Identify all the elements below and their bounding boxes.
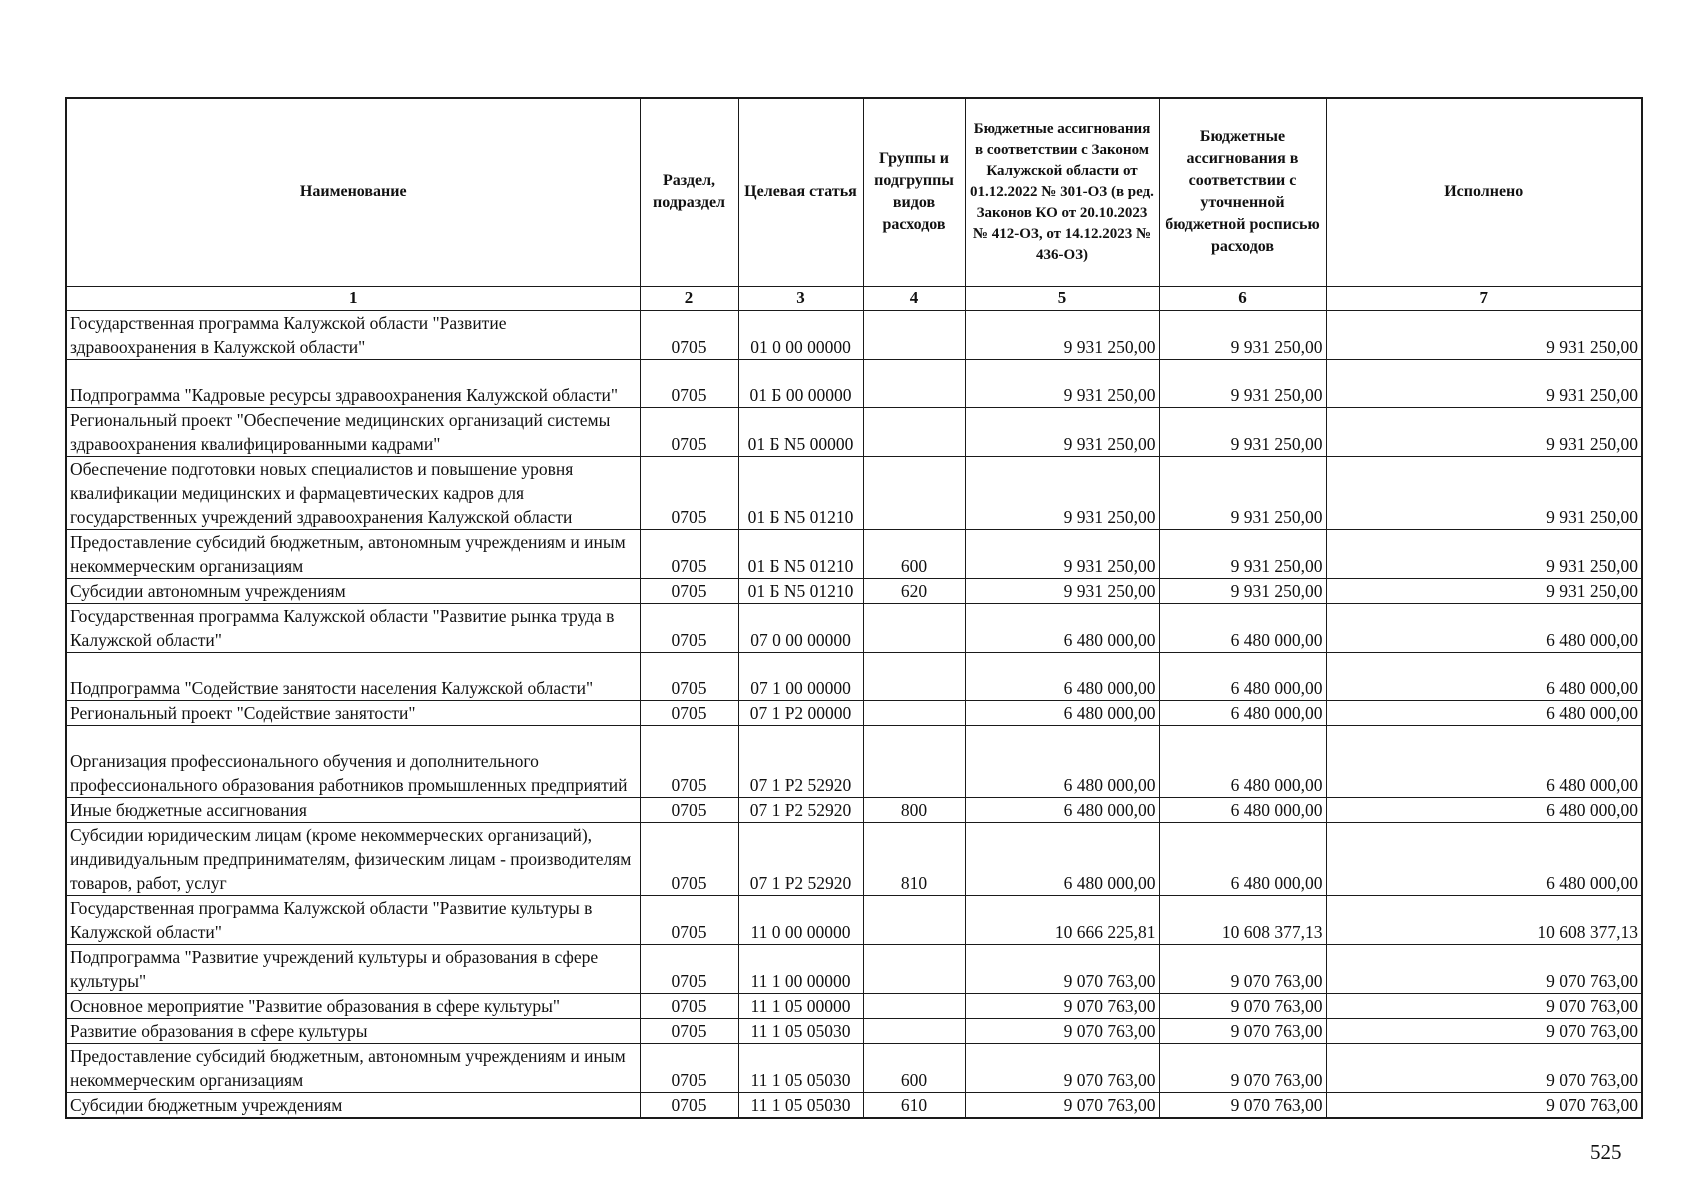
row-expense-group bbox=[863, 456, 965, 529]
row-roster-allocation: 9 070 763,00 bbox=[1159, 1018, 1326, 1043]
row-section: 0705 bbox=[640, 359, 738, 407]
header-roster-allocation: Бюджетные ассигнования в соответствии с уточненной бюджетной росписью расходов bbox=[1159, 98, 1326, 286]
row-name: Основное мероприятие "Развитие образования в сфере культуры" bbox=[66, 993, 640, 1018]
row-law-allocation: 9 931 250,00 bbox=[965, 456, 1159, 529]
row-roster-allocation: 6 480 000,00 bbox=[1159, 725, 1326, 797]
row-roster-allocation: 9 931 250,00 bbox=[1159, 578, 1326, 603]
row-executed: 9 931 250,00 bbox=[1326, 456, 1642, 529]
row-roster-allocation: 9 070 763,00 bbox=[1159, 1092, 1326, 1118]
row-executed: 9 931 250,00 bbox=[1326, 578, 1642, 603]
table-row bbox=[66, 895, 1642, 944]
row-expense-group bbox=[863, 944, 965, 993]
row-name: Региональный проект "Обеспечение медицинских организаций системы здравоохранения квалифицированными кадрами" bbox=[66, 407, 640, 456]
row-name: Государственная программа Калужской области "Развитие здравоохранения в Калужской области" bbox=[66, 310, 640, 359]
row-roster-allocation: 10 608 377,13 bbox=[1159, 895, 1326, 944]
row-law-allocation: 6 480 000,00 bbox=[965, 652, 1159, 700]
row-executed: 9 070 763,00 bbox=[1326, 1092, 1642, 1118]
row-section: 0705 bbox=[640, 700, 738, 725]
row-expense-group bbox=[863, 359, 965, 407]
row-section: 0705 bbox=[640, 1092, 738, 1118]
row-article: 11 1 05 05030 bbox=[738, 1092, 863, 1118]
row-article: 01 Б N5 00000 bbox=[738, 407, 863, 456]
column-number: 1 bbox=[66, 286, 640, 310]
row-article: 11 0 00 00000 bbox=[738, 895, 863, 944]
row-roster-allocation: 9 070 763,00 bbox=[1159, 944, 1326, 993]
row-article: 01 0 00 00000 bbox=[738, 310, 863, 359]
row-law-allocation: 9 070 763,00 bbox=[965, 1043, 1159, 1092]
table-row bbox=[66, 1092, 1642, 1118]
row-section: 0705 bbox=[640, 993, 738, 1018]
budget-table bbox=[65, 97, 1643, 1119]
row-name: Субсидии автономным учреждениям bbox=[66, 578, 640, 603]
table-row bbox=[66, 603, 1642, 652]
row-executed: 9 931 250,00 bbox=[1326, 407, 1642, 456]
row-article: 07 0 00 00000 bbox=[738, 603, 863, 652]
header-executed: Исполнено bbox=[1326, 98, 1642, 286]
row-expense-group: 810 bbox=[863, 822, 965, 895]
row-name: Организация профессионального обучения и дополнительного профессионального образования работников промышленных предприятий bbox=[66, 725, 640, 797]
table-row bbox=[66, 1043, 1642, 1092]
row-roster-allocation: 6 480 000,00 bbox=[1159, 822, 1326, 895]
row-name: Развитие образования в сфере культуры bbox=[66, 1018, 640, 1043]
row-executed: 9 931 250,00 bbox=[1326, 529, 1642, 578]
row-section: 0705 bbox=[640, 1043, 738, 1092]
row-law-allocation: 6 480 000,00 bbox=[965, 725, 1159, 797]
row-roster-allocation: 6 480 000,00 bbox=[1159, 700, 1326, 725]
row-expense-group bbox=[863, 700, 965, 725]
row-executed: 6 480 000,00 bbox=[1326, 797, 1642, 822]
row-executed: 6 480 000,00 bbox=[1326, 822, 1642, 895]
page-number: 525 bbox=[1590, 1140, 1622, 1164]
row-article: 07 1 P2 52920 bbox=[738, 725, 863, 797]
header-name: Наименование bbox=[66, 98, 640, 286]
table-row bbox=[66, 456, 1642, 529]
row-article: 01 Б N5 01210 bbox=[738, 578, 863, 603]
row-roster-allocation: 9 931 250,00 bbox=[1159, 456, 1326, 529]
table-row bbox=[66, 993, 1642, 1018]
row-executed: 9 070 763,00 bbox=[1326, 1043, 1642, 1092]
row-expense-group bbox=[863, 1018, 965, 1043]
row-expense-group: 610 bbox=[863, 1092, 965, 1118]
row-section: 0705 bbox=[640, 822, 738, 895]
table-row bbox=[66, 359, 1642, 407]
row-article: 11 1 05 05030 bbox=[738, 1018, 863, 1043]
row-name: Государственная программа Калужской области "Развитие культуры в Калужской области" bbox=[66, 895, 640, 944]
row-executed: 9 070 763,00 bbox=[1326, 944, 1642, 993]
row-article: 01 Б N5 01210 bbox=[738, 456, 863, 529]
row-executed: 9 070 763,00 bbox=[1326, 993, 1642, 1018]
row-expense-group bbox=[863, 652, 965, 700]
row-expense-group bbox=[863, 993, 965, 1018]
row-name: Подпрограмма "Кадровые ресурсы здравоохранения Калужской области" bbox=[66, 359, 640, 407]
row-executed: 9 931 250,00 bbox=[1326, 310, 1642, 359]
header-article: Целевая статья bbox=[738, 98, 863, 286]
table-row bbox=[66, 822, 1642, 895]
row-section: 0705 bbox=[640, 944, 738, 993]
row-law-allocation: 10 666 225,81 bbox=[965, 895, 1159, 944]
row-expense-group: 600 bbox=[863, 1043, 965, 1092]
row-executed: 6 480 000,00 bbox=[1326, 603, 1642, 652]
row-article: 07 1 P2 52920 bbox=[738, 822, 863, 895]
row-section: 0705 bbox=[640, 797, 738, 822]
row-law-allocation: 9 931 250,00 bbox=[965, 359, 1159, 407]
row-executed: 9 070 763,00 bbox=[1326, 1018, 1642, 1043]
row-roster-allocation: 9 070 763,00 bbox=[1159, 1043, 1326, 1092]
row-roster-allocation: 9 931 250,00 bbox=[1159, 529, 1326, 578]
row-section: 0705 bbox=[640, 310, 738, 359]
table-row bbox=[66, 1018, 1642, 1043]
row-section: 0705 bbox=[640, 407, 738, 456]
row-roster-allocation: 6 480 000,00 bbox=[1159, 797, 1326, 822]
row-section: 0705 bbox=[640, 895, 738, 944]
row-law-allocation: 9 931 250,00 bbox=[965, 578, 1159, 603]
row-roster-allocation: 9 931 250,00 bbox=[1159, 310, 1326, 359]
column-number-row bbox=[66, 286, 1642, 310]
row-expense-group bbox=[863, 725, 965, 797]
row-executed: 6 480 000,00 bbox=[1326, 725, 1642, 797]
row-executed: 10 608 377,13 bbox=[1326, 895, 1642, 944]
column-number: 7 bbox=[1326, 286, 1642, 310]
row-name: Иные бюджетные ассигнования bbox=[66, 797, 640, 822]
table-row bbox=[66, 529, 1642, 578]
row-name: Подпрограмма "Развитие учреждений культуры и образования в сфере культуры" bbox=[66, 944, 640, 993]
column-number: 5 bbox=[965, 286, 1159, 310]
row-article: 01 Б 00 00000 bbox=[738, 359, 863, 407]
column-number: 4 bbox=[863, 286, 965, 310]
row-expense-group: 600 bbox=[863, 529, 965, 578]
row-section: 0705 bbox=[640, 529, 738, 578]
row-section: 0705 bbox=[640, 456, 738, 529]
table-row bbox=[66, 652, 1642, 700]
column-number: 2 bbox=[640, 286, 738, 310]
row-law-allocation: 6 480 000,00 bbox=[965, 700, 1159, 725]
row-expense-group: 800 bbox=[863, 797, 965, 822]
row-article: 07 1 00 00000 bbox=[738, 652, 863, 700]
row-law-allocation: 6 480 000,00 bbox=[965, 797, 1159, 822]
column-number: 3 bbox=[738, 286, 863, 310]
row-name: Государственная программа Калужской области "Развитие рынка труда в Калужской области" bbox=[66, 603, 640, 652]
table-row bbox=[66, 944, 1642, 993]
row-article: 07 1 P2 52920 bbox=[738, 797, 863, 822]
table-row bbox=[66, 725, 1642, 797]
row-expense-group: 620 bbox=[863, 578, 965, 603]
row-article: 01 Б N5 01210 bbox=[738, 529, 863, 578]
header-expense-group: Группы и подгруппы видов расходов bbox=[863, 98, 965, 286]
row-law-allocation: 9 070 763,00 bbox=[965, 1092, 1159, 1118]
table-row bbox=[66, 700, 1642, 725]
row-name: Подпрограмма "Содействие занятости населения Калужской области" bbox=[66, 652, 640, 700]
row-expense-group bbox=[863, 895, 965, 944]
row-name: Обеспечение подготовки новых специалистов и повышение уровня квалификации медицинских и фармацевтических кадров для государственных учреждений здравоохранения Калужской области bbox=[66, 456, 640, 529]
row-executed: 6 480 000,00 bbox=[1326, 652, 1642, 700]
table-row bbox=[66, 797, 1642, 822]
row-roster-allocation: 9 070 763,00 bbox=[1159, 993, 1326, 1018]
column-number: 6 bbox=[1159, 286, 1326, 310]
row-law-allocation: 9 070 763,00 bbox=[965, 993, 1159, 1018]
row-expense-group bbox=[863, 407, 965, 456]
table-row bbox=[66, 407, 1642, 456]
row-article: 11 1 05 00000 bbox=[738, 993, 863, 1018]
row-name: Предоставление субсидий бюджетным, автономным учреждениям и иным некоммерческим организациям bbox=[66, 529, 640, 578]
row-section: 0705 bbox=[640, 725, 738, 797]
row-law-allocation: 9 070 763,00 bbox=[965, 1018, 1159, 1043]
row-law-allocation: 6 480 000,00 bbox=[965, 603, 1159, 652]
table-row bbox=[66, 578, 1642, 603]
row-law-allocation: 6 480 000,00 bbox=[965, 822, 1159, 895]
row-article: 11 1 00 00000 bbox=[738, 944, 863, 993]
row-section: 0705 bbox=[640, 578, 738, 603]
row-law-allocation: 9 070 763,00 bbox=[965, 944, 1159, 993]
row-roster-allocation: 6 480 000,00 bbox=[1159, 652, 1326, 700]
header-section: Раздел, подраздел bbox=[640, 98, 738, 286]
row-expense-group bbox=[863, 310, 965, 359]
row-executed: 9 931 250,00 bbox=[1326, 359, 1642, 407]
row-article: 11 1 05 05030 bbox=[738, 1043, 863, 1092]
row-name: Субсидии бюджетным учреждениям bbox=[66, 1092, 640, 1118]
row-law-allocation: 9 931 250,00 bbox=[965, 407, 1159, 456]
row-name: Субсидии юридическим лицам (кроме некоммерческих организаций), индивидуальным предпринимателям, физическим лицам - производителям товаров, работ, услуг bbox=[66, 822, 640, 895]
header-row bbox=[66, 98, 1642, 286]
row-name: Предоставление субсидий бюджетным, автономным учреждениям и иным некоммерческим организациям bbox=[66, 1043, 640, 1092]
row-roster-allocation: 9 931 250,00 bbox=[1159, 407, 1326, 456]
row-article: 07 1 P2 00000 bbox=[738, 700, 863, 725]
row-section: 0705 bbox=[640, 1018, 738, 1043]
table-row bbox=[66, 310, 1642, 359]
row-law-allocation: 9 931 250,00 bbox=[965, 529, 1159, 578]
budget-sheet bbox=[65, 97, 1641, 1119]
row-section: 0705 bbox=[640, 652, 738, 700]
row-executed: 6 480 000,00 bbox=[1326, 700, 1642, 725]
row-roster-allocation: 6 480 000,00 bbox=[1159, 603, 1326, 652]
row-roster-allocation: 9 931 250,00 bbox=[1159, 359, 1326, 407]
header-law-allocation: Бюджетные ассигнования в соответствии с Законом Калужской области от 01.12.2022 № 301-ОЗ (в ред. Законов КО от 20.10.2023 № 412-ОЗ, от 14.12.2023 № 436-ОЗ) bbox=[965, 98, 1159, 286]
row-section: 0705 bbox=[640, 603, 738, 652]
row-law-allocation: 9 931 250,00 bbox=[965, 310, 1159, 359]
row-expense-group bbox=[863, 603, 965, 652]
row-name: Региональный проект "Содействие занятости" bbox=[66, 700, 640, 725]
